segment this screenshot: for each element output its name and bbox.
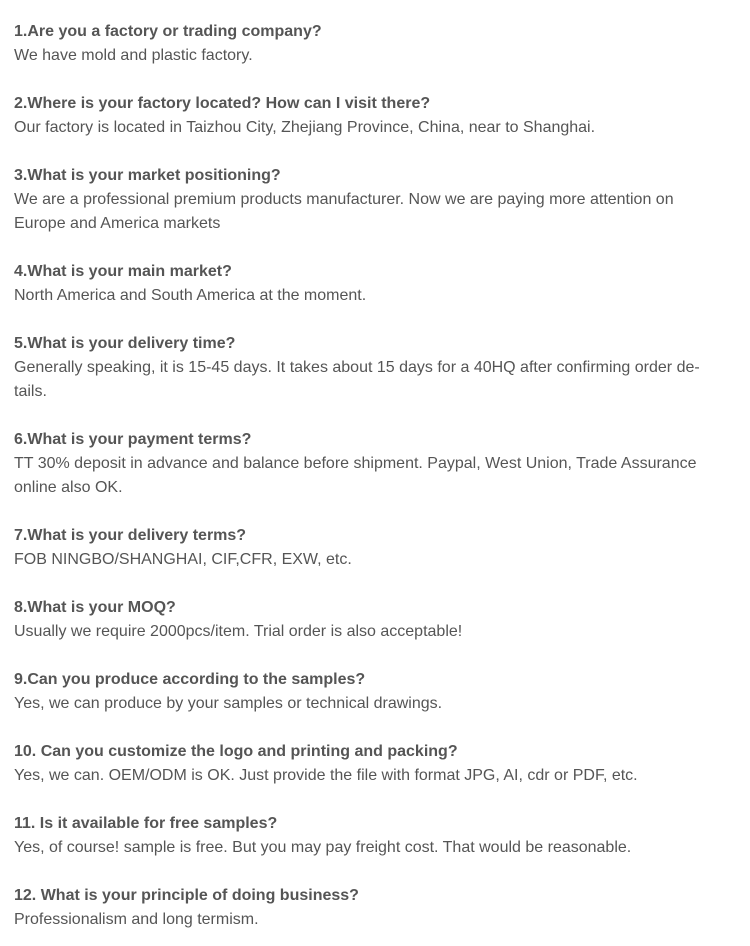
faq-question: 4.What is your main market? <box>14 263 232 280</box>
faq-question: 3.What is your market positioning? <box>14 167 281 184</box>
faq-item-11 <box>14 812 714 860</box>
faq-question: 1.Are you a factory or trading company? <box>14 23 322 40</box>
faq-answer: We are a professional premium products manufacturer. Now we are paying more attention on Europe and America markets <box>14 191 674 232</box>
faq-item-4 <box>14 260 714 308</box>
faq-answer: Our factory is located in Taizhou City, Zhejiang Province, China, near to Shanghai. <box>14 119 596 136</box>
faq-question: 2.Where is your factory located? How can I visit there? <box>14 95 431 112</box>
faq-answer: Generally speaking, it is 15-45 days. It takes about 15 days for a 40HQ after confirming order de-tails. <box>14 359 700 400</box>
faq-question: 12. What is your principle of doing business? <box>14 887 359 904</box>
faq-question: 8.What is your MOQ? <box>14 599 176 616</box>
faq-item-5 <box>14 332 714 404</box>
faq-answer: Professionalism and long termism. <box>14 911 259 928</box>
faq-item-8 <box>14 596 714 644</box>
faq-item-1 <box>14 20 714 68</box>
faq-answer: North America and South America at the moment. <box>14 287 367 304</box>
faq-item-7 <box>14 524 714 572</box>
faq-question: 5.What is your delivery time? <box>14 335 236 352</box>
faq-item-2 <box>14 92 714 140</box>
faq-answer: Yes, of course! sample is free. But you may pay freight cost. That would be reasonable. <box>14 839 632 856</box>
faq-answer: We have mold and plastic factory. <box>14 47 253 64</box>
faq-item-9 <box>14 668 714 716</box>
faq-question: 9.Can you produce according to the samples? <box>14 671 366 688</box>
faq-answer: TT 30% deposit in advance and balance before shipment. Paypal, West Union, Trade Assurance online also OK. <box>14 455 697 496</box>
faq-question: 6.What is your payment terms? <box>14 431 252 448</box>
faq-answer: Yes, we can produce by your samples or technical drawings. <box>14 695 443 712</box>
faq-item-12 <box>14 884 714 932</box>
faq-answer: Usually we require 2000pcs/item. Trial order is also acceptable! <box>14 623 463 640</box>
faq-question: 11. Is it available for free samples? <box>14 815 278 832</box>
faq-question: 10. Can you customize the logo and printing and packing? <box>14 743 458 760</box>
faq-question: 7.What is your delivery terms? <box>14 527 247 544</box>
faq-item-10 <box>14 740 714 788</box>
faq-item-6 <box>14 428 714 500</box>
faq-answer: FOB NINGBO/SHANGHAI, CIF,CFR, EXW, etc. <box>14 551 352 568</box>
faq-answer: Yes, we can. OEM/ODM is OK. Just provide the file with format JPG, AI, cdr or PDF, etc. <box>14 767 638 784</box>
faq-item-3 <box>14 164 714 236</box>
